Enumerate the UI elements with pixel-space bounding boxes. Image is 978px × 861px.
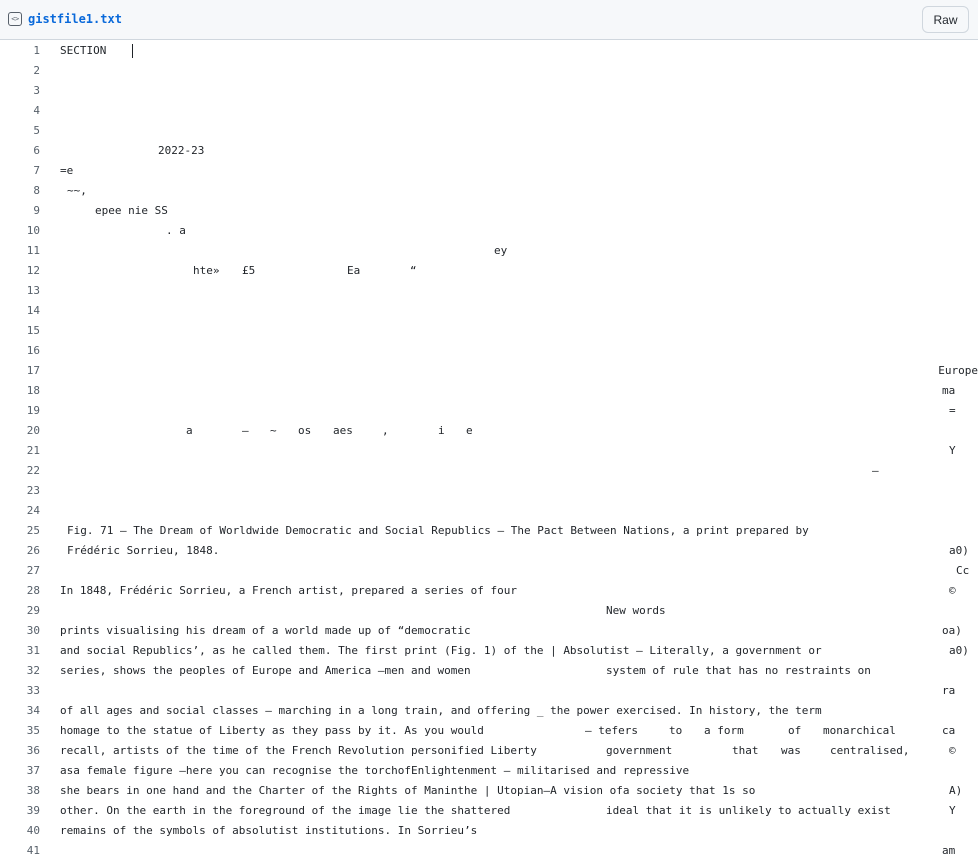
code-line (0, 81, 978, 101)
code-line (0, 461, 978, 481)
code-line (0, 801, 978, 821)
line-text: SECTION (60, 44, 107, 57)
code-line (0, 481, 978, 501)
file-name-link[interactable]: gistfile1.txt (28, 12, 122, 26)
line-text: asa female figure —here you can recognise the torchofEnlightenment — militarised and repressive (60, 764, 690, 777)
line-number[interactable]: 28 (26, 584, 40, 597)
line-text: i (438, 424, 445, 437)
line-number[interactable]: 17 (26, 364, 40, 377)
code-line (0, 581, 978, 601)
line-text: am (942, 844, 956, 857)
line-number[interactable]: 35 (26, 724, 40, 737)
line-number[interactable]: 19 (26, 404, 40, 417)
line-text: government (606, 744, 673, 757)
line-number[interactable]: 3 (33, 84, 40, 97)
line-text: prints visualising his dream of a world made up of “democratic (60, 624, 471, 637)
code-line (0, 201, 978, 221)
line-text: a form (704, 724, 744, 737)
line-text: © (949, 584, 956, 597)
code-line (0, 61, 978, 81)
code-line (0, 561, 978, 581)
code-line (0, 261, 978, 281)
line-text: series, shows the peoples of Europe and America —men and women (60, 664, 471, 677)
line-text: homage to the statue of Liberty as they pass by it. As you would (60, 724, 484, 737)
code-line (0, 381, 978, 401)
line-number[interactable]: 1 (33, 44, 40, 57)
line-number[interactable]: 18 (26, 384, 40, 397)
line-text: = (949, 404, 956, 417)
line-text: ey (494, 244, 508, 257)
line-number[interactable]: 7 (33, 164, 40, 177)
line-number[interactable]: 11 (26, 244, 40, 257)
line-text: © (949, 744, 956, 757)
line-number[interactable]: 12 (26, 264, 40, 277)
line-text: oa) (942, 624, 962, 637)
line-number[interactable]: 8 (33, 184, 40, 197)
code-line (0, 401, 978, 421)
line-number[interactable]: 5 (33, 124, 40, 137)
line-number[interactable]: 34 (26, 704, 40, 717)
code-line (0, 221, 978, 241)
line-text: system of rule that has no restraints on (606, 664, 871, 677)
line-number[interactable]: 25 (26, 524, 40, 537)
line-number[interactable]: 36 (26, 744, 40, 757)
code-line (0, 741, 978, 761)
line-text: ca (942, 724, 956, 737)
code-line (0, 421, 978, 441)
line-text: e (466, 424, 473, 437)
code-line (0, 41, 978, 61)
line-text: aes (333, 424, 353, 437)
line-number[interactable]: 39 (26, 804, 40, 817)
code-line (0, 101, 978, 121)
line-text: — tefers (585, 724, 638, 737)
line-number[interactable]: 16 (26, 344, 40, 357)
code-view[interactable] (0, 41, 978, 861)
code-line (0, 661, 978, 681)
line-number[interactable]: 2 (33, 64, 40, 77)
line-number[interactable]: 4 (33, 104, 40, 117)
line-text: =e (60, 164, 74, 177)
code-line (0, 441, 978, 461)
line-number[interactable]: 14 (26, 304, 40, 317)
line-number[interactable]: 21 (26, 444, 40, 457)
line-text: Y (949, 444, 956, 457)
line-number[interactable]: 29 (26, 604, 40, 617)
line-number[interactable]: 41 (26, 844, 40, 857)
line-text: In 1848, Frédéric Sorrieu, a French artist, prepared a series of four (60, 584, 517, 597)
line-number[interactable]: 23 (26, 484, 40, 497)
code-line (0, 121, 978, 141)
line-text: Cc (956, 564, 970, 577)
file-header (0, 0, 978, 40)
line-number[interactable]: 26 (26, 544, 40, 557)
text-cursor (132, 44, 133, 58)
code-line (0, 781, 978, 801)
code-line (0, 241, 978, 261)
code-file-icon: <> (8, 12, 22, 26)
line-text: . a (166, 224, 186, 237)
line-text: epee nie SS (95, 204, 168, 217)
code-line (0, 341, 978, 361)
line-text: Ea (347, 264, 361, 277)
line-text: she bears in one hand and the Charter of the Rights of Maninthe | Utopian—A vision ofa society that 1s so (60, 784, 756, 797)
line-number[interactable]: 30 (26, 624, 40, 637)
code-line (0, 821, 978, 841)
code-line (0, 301, 978, 321)
line-text: ra (942, 684, 956, 697)
line-text: £5 (242, 264, 256, 277)
code-line (0, 761, 978, 781)
line-number[interactable]: 33 (26, 684, 40, 697)
line-text: other. On the earth in the foreground of the image lie the shattered (60, 804, 511, 817)
code-line (0, 321, 978, 341)
line-number[interactable]: 6 (33, 144, 40, 157)
code-line (0, 601, 978, 621)
line-text: ~~, (67, 184, 87, 197)
line-number[interactable]: 15 (26, 324, 40, 337)
line-text: A) (949, 784, 963, 797)
line-text: and social Republics’, as he called them. The first print (Fig. 1) of the | Absolutist — Literally, a government or (60, 644, 822, 657)
code-line (0, 641, 978, 661)
line-number[interactable]: 20 (26, 424, 40, 437)
line-text: ~ (270, 424, 277, 437)
line-text: a0) (949, 644, 969, 657)
line-text: os (298, 424, 312, 437)
line-text: Frédéric Sorrieu, 1848. (67, 544, 220, 557)
code-line (0, 721, 978, 741)
line-number[interactable]: 27 (26, 564, 40, 577)
line-text: that (732, 744, 759, 757)
line-number[interactable]: 31 (26, 644, 40, 657)
line-text: Europe (938, 364, 978, 377)
code-line (0, 281, 978, 301)
line-text: recall, artists of the time of the French Revolution personified Liberty (60, 744, 537, 757)
line-text: of all ages and social classes — marching in a long train, and offering _ the power exercised. In history, the term (60, 704, 822, 717)
line-text: monarchical (823, 724, 896, 737)
line-number[interactable]: 37 (26, 764, 40, 777)
code-line (0, 181, 978, 201)
line-text: “ (410, 264, 417, 277)
code-line (0, 521, 978, 541)
code-line (0, 361, 978, 381)
line-text: centralised, (830, 744, 910, 757)
line-text: ideal that it is unlikely to actually exist (606, 804, 891, 817)
line-text: New words (606, 604, 666, 617)
line-text: Fig. 71 — The Dream of Worldwide Democratic and Social Republics — The Pact Between Nations, a print prepared by (67, 524, 809, 537)
line-text: a0) (949, 544, 969, 557)
line-number[interactable]: 24 (26, 504, 40, 517)
code-line (0, 681, 978, 701)
raw-button[interactable]: Raw (922, 6, 969, 33)
line-text: a (186, 424, 193, 437)
line-text: remains of the symbols of absolutist institutions. In Sorrieu’s (60, 824, 478, 837)
line-text: — (872, 464, 879, 477)
line-number[interactable]: 40 (26, 824, 40, 837)
code-line (0, 161, 978, 181)
line-text: of (788, 724, 802, 737)
line-number[interactable]: 10 (26, 224, 40, 237)
line-text: to (669, 724, 683, 737)
line-number[interactable]: 22 (26, 464, 40, 477)
line-number[interactable]: 32 (26, 664, 40, 677)
line-text: was (781, 744, 801, 757)
code-line (0, 141, 978, 161)
code-line (0, 541, 978, 561)
code-line (0, 701, 978, 721)
line-text: hte» (193, 264, 220, 277)
line-number[interactable]: 13 (26, 284, 40, 297)
line-text: ma (942, 384, 956, 397)
line-text: Y (949, 804, 956, 817)
code-line (0, 501, 978, 521)
code-line (0, 621, 978, 641)
line-text: , (382, 424, 389, 437)
line-text: — (242, 424, 249, 437)
code-line (0, 841, 978, 861)
line-number[interactable]: 9 (33, 204, 40, 217)
line-number[interactable]: 38 (26, 784, 40, 797)
line-text: 2022-23 (158, 144, 205, 157)
